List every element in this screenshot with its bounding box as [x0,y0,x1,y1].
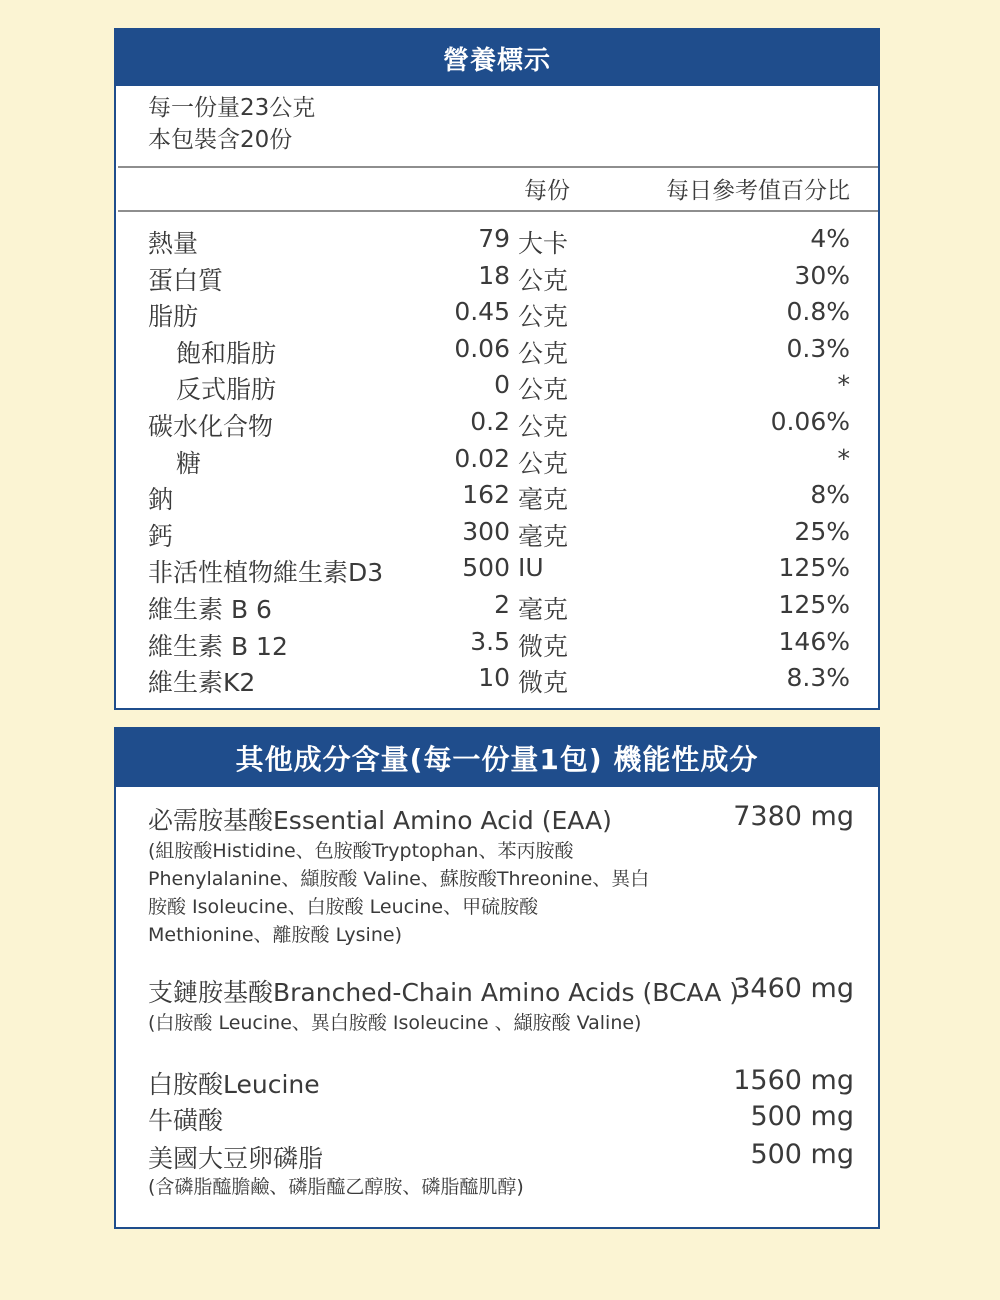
nutrient-row [116,220,878,257]
other-ingredients-title: 其他成分含量(每一份量1包) 機能性成分 [116,729,878,787]
nutrient-daily-value: * [837,370,850,400]
ingredient-row-taurine [148,1101,854,1137]
nutrient-amount: 18 [478,260,510,290]
nutrient-row [116,549,878,586]
nutrient-daily-value: 4% [810,224,850,253]
nutrient-name: 鈣 [148,521,174,551]
nutrient-row [116,513,878,550]
ingredient-row-leucine [148,1065,854,1101]
ingredient-note: (組胺酸Histidine、色胺酸Tryptophan、苯丙胺酸 Phenylalanine、纈胺酸 Valine、蘇胺酸Threonine、異白胺酸 Isoleucine、白胺酸 Leucine、甲硫胺酸 Methionine、離胺酸 Lysine) [148,840,650,946]
nutrient-unit: 公克 [518,302,569,332]
nutrient-row [116,293,878,330]
nutrient-daily-value: 0.3% [786,333,850,363]
nutrient-daily-value: 0.06% [770,407,850,436]
nutrient-daily-value: 0.8% [786,297,850,327]
nutrient-name: 脂肪 [148,302,199,332]
nutrient-amount: 0.06 [454,333,510,363]
nutrient-amount: 79 [478,224,510,253]
nutrient-amount: 0 [494,370,510,400]
nutrient-row [116,440,878,477]
nutrient-amount: 0.02 [454,443,510,473]
nutrient-name: 糖 [176,448,202,478]
ingredient-amount: 7380 mg [733,801,854,832]
serving-info [148,92,315,156]
ingredient-amount: 1560 mg [733,1065,854,1096]
ingredient-row-eaa [148,801,854,951]
nutrition-facts-panel [114,28,880,710]
nutrient-name: 維生素K2 [148,668,256,698]
ingredient-row-lecithin [148,1139,854,1203]
ingredient-note: (白胺酸 Leucine、異白胺酸 Isoleucine 、纈胺酸 Valine) [148,1012,642,1034]
nutrient-unit: 公克 [518,448,569,478]
nutrient-unit: 毫克 [518,521,569,551]
ingredient-row-bcaa [148,973,854,1043]
nutrient-row [116,257,878,294]
nutrient-daily-value: 30% [794,260,850,290]
servings-per-pack: 本包裝含20份 [148,127,293,153]
nutrient-unit: 微克 [518,668,569,698]
nutrient-name: 碳水化合物 [148,412,274,441]
nutrient-row [116,330,878,367]
nutrient-row [116,403,878,440]
nutrient-unit: 公克 [518,412,569,441]
nutrient-daily-value: 8% [810,480,850,510]
nutrient-unit: IU [518,553,544,583]
nutrient-name: 蛋白質 [148,265,224,295]
ingredient-name: 白胺酸Leucine [148,1070,320,1099]
nutrient-amount: 300 [462,516,510,546]
nutrient-name: 維生素 B 12 [148,631,288,661]
nutrient-name: 鈉 [148,485,174,515]
nutrient-daily-value: 25% [794,516,850,546]
divider [118,210,878,212]
nutrient-unit: 公克 [518,375,569,405]
column-header-per-serving: 每份 [524,178,570,204]
divider [118,166,878,168]
nutrient-daily-value: * [837,443,850,473]
other-ingredients-panel [114,727,880,1229]
ingredient-name: 牛磺酸 [148,1106,224,1135]
nutrient-amount: 0.45 [454,297,510,327]
ingredient-name: 必需胺基酸Essential Amino Acid (EAA) [148,806,612,835]
nutrient-unit: 公克 [518,265,569,295]
nutrient-name: 熱量 [148,229,199,258]
nutrient-amount: 0.2 [470,407,510,436]
ingredient-note: (含磷脂醯膽鹼、磷脂醯乙醇胺、磷脂醯肌醇) [148,1176,524,1198]
nutrient-daily-value: 146% [778,626,850,656]
nutrient-unit: 大卡 [518,229,569,258]
nutrient-unit: 微克 [518,631,569,661]
nutrient-amount: 2 [494,590,510,619]
nutrient-name: 非活性植物維生素D3 [148,558,384,588]
ingredient-amount: 500 mg [750,1139,854,1170]
nutrient-unit: 公克 [518,338,569,368]
column-header-daily-value: 每日參考值百分比 [666,178,850,204]
nutrient-daily-value: 8.3% [786,663,850,693]
ingredient-amount: 500 mg [750,1101,854,1132]
nutrient-amount: 10 [478,663,510,693]
nutrient-row [116,623,878,660]
nutrient-unit: 毫克 [518,485,569,515]
nutrient-row [116,659,878,696]
nutrient-name: 反式脂肪 [176,375,277,405]
nutrient-unit: 毫克 [518,595,569,624]
ingredient-name: 支鏈胺基酸Branched-Chain Amino Acids (BCAA ) [148,978,740,1007]
ingredient-amount: 3460 mg [733,973,854,1004]
nutrition-title: 營養標示 [116,30,878,86]
nutrient-amount: 3.5 [470,626,510,656]
nutrient-name: 飽和脂肪 [176,338,277,368]
nutrient-row [116,586,878,623]
nutrient-row [116,476,878,513]
ingredient-name: 美國大豆卵磷脂 [148,1144,324,1173]
nutrient-daily-value: 125% [778,590,850,619]
nutrient-daily-value: 125% [778,553,850,583]
nutrient-row [116,366,878,403]
nutrient-name: 維生素 B 6 [148,595,272,624]
serving-size: 每一份量23公克 [148,95,316,121]
nutrient-amount: 162 [462,480,510,510]
nutrient-amount: 500 [462,553,510,583]
